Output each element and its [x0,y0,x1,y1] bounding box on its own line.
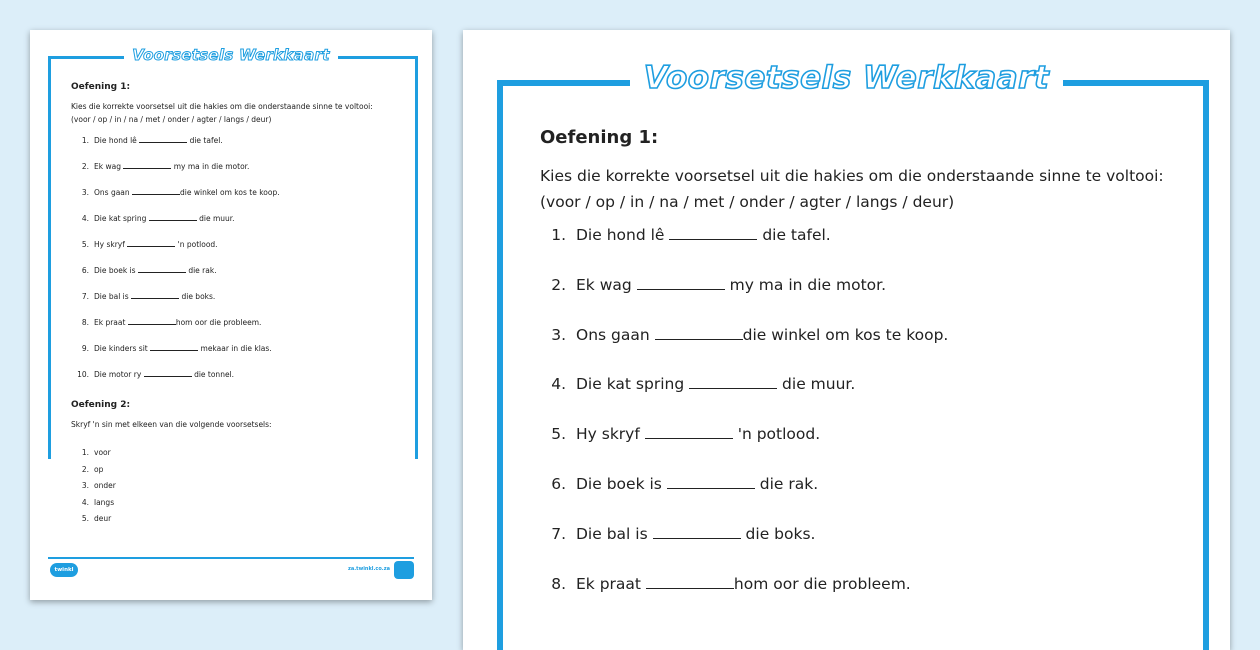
worksheet-preview-large [463,30,1230,650]
sentence-item: 6. Die boek is die rak. [81,266,217,275]
answer-blank [138,265,186,273]
word-item: 5. deur [81,514,112,523]
word-item: 3. onder [81,481,116,490]
answer-blank [127,239,175,247]
exercise-2-heading: Oefening 2: [71,400,131,410]
answer-blank [149,213,197,221]
exercise-1-instruction: Kies die korrekte voorsetsel uit die hakies om die onderstaande sinne te voltooi: (voor / op / in / na / met / onder / agter / langs / deur) [540,167,1164,211]
worksheet-title: Voorsetsels Werkkaart [463,60,1230,96]
exercise-2-instruction: Skryf 'n sin met elkeen van die volgende voorsetsels: [71,420,272,429]
twinkl-badge-icon [394,561,414,579]
answer-blank [139,135,187,143]
sentence-item: 1. Die hond lê die tafel. [81,136,223,145]
word-item: 4. langs [81,497,115,507]
sentence-item: 3. Ons gaan die winkel om kos te koop. [81,188,280,197]
answer-blank [645,425,733,439]
sentence-item: 1. Die hond lê die tafel. [551,226,831,244]
footer-divider [48,557,414,559]
sentence-item: 9. Die kinders sit mekaar in die klas. [81,344,272,353]
sentence-item: 3. Ons gaan die winkel om kos te koop. [551,325,949,344]
sentence-item: 2. Ek wag my ma in die motor. [81,162,250,171]
sentence-item: 8. Ek praat hom oor die probleem. [81,318,262,327]
answer-blank [637,276,725,290]
answer-blank [144,369,192,377]
answer-blank [132,187,180,195]
sentence-item: 10. Die motor ry die tonnel. [77,370,235,379]
worksheet-preview-small [30,30,432,600]
answer-blank [150,343,198,351]
answer-blank [653,525,741,539]
exercise-1-list [540,226,1200,624]
answer-blank [669,226,757,240]
sentence-item: 6. Die boek is die rak. [551,474,819,493]
exercise-1-instruction: Kies die korrekte voorsetsel uit die hakies om die onderstaande sinne te voltooi: (voor / op / in / na / met / onder / agter / langs / deur) [71,102,373,124]
twinkl-logo-icon: twinkl [50,563,78,577]
answer-blank [646,575,734,589]
worksheet-title: Voorsetsels Werkkaart [30,46,432,64]
word-item: 2. op [81,464,104,474]
word-item: 1. voor [81,448,111,457]
answer-blank [655,326,743,340]
sentence-item: 8. Ek praat hom oor die probleem. [551,574,911,593]
exercise-1-heading: Oefening 1: [540,127,659,148]
answer-blank [667,475,755,489]
exercise-2-list [71,448,401,531]
sentence-item: 5. Hy skryf 'n potlood. [81,240,218,249]
answer-blank [128,317,176,325]
sentence-item: 7. Die bal is die boks. [81,292,216,301]
worksheet-content [71,82,401,531]
footer-site: za.twinkl.co.za [348,566,390,572]
answer-blank [131,291,179,299]
exercise-1-list [71,135,401,395]
sentence-item: 4. Die kat spring die muur. [551,375,856,394]
sentence-item: 5. Hy skryf 'n potlood. [551,425,821,444]
sentence-item: 2. Ek wag my ma in die motor. [551,275,887,294]
worksheet-content [540,127,1200,624]
answer-blank [123,161,171,169]
sentence-item: 4. Die kat spring die muur. [81,214,235,223]
sentence-item: 7. Die bal is die boks. [551,524,816,543]
exercise-1-heading: Oefening 1: [71,82,131,92]
answer-blank [689,375,777,389]
